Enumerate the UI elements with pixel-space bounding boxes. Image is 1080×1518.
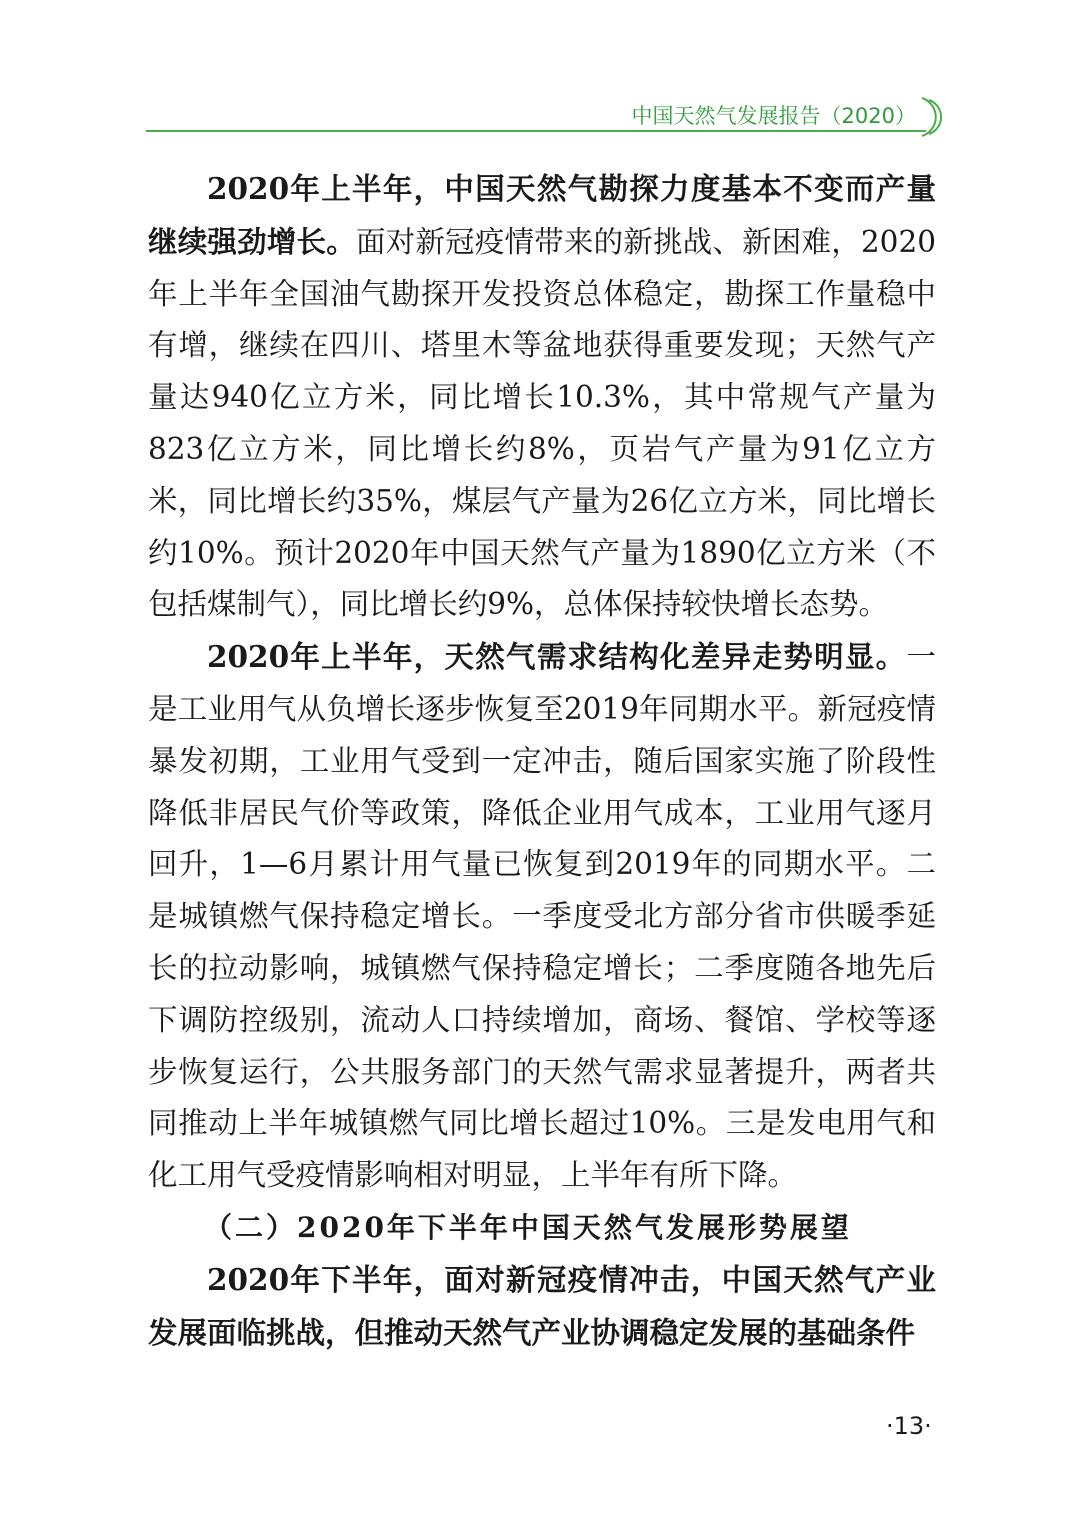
paragraph-lead: 2020年上半年，中国天然气勘探力度基本不变而产量继续强劲增长。 <box>148 171 936 259</box>
paragraph-lead: 2020年下半年，面对新冠疫情冲击，中国天然气产业发展面临挑战，但推动天然气产业协调稳定发展的基础条件 <box>148 1261 936 1350</box>
paragraph-lead: 2020年上半年，天然气需求结构化差异走势明显。 <box>207 639 907 675</box>
paragraph-body: 一是工业用气从负增长逐步恢复至2019年同期水平。新冠疫情暴发初期，工业用气受到一定冲击，随后国家实施了阶段性降低非居民气价等政策，降低企业用气成本，工业用气逐月回升，1—6月累计用气量已恢复到2019年的同期水平。二是城镇燃气保持稳定增长。一季度受北方部分省市供暖季延长的拉动影响，城镇燃气保持稳定增长；二季度随各地先后下调防控级别，流动人口持续增加，商场、餐馆、学校等逐步恢复运行，公共服务部门的天然气需求显著提升，两者共同推动上半年城镇燃气同比增长超过10%。三是发电用气和化工用气受疫情影响相对明显，上半年有所下降。 <box>148 640 936 1193</box>
paragraph-production <box>148 163 936 631</box>
document-body <box>148 163 936 1359</box>
paragraph-outlook <box>148 1254 936 1360</box>
section-heading: （二）2020年下半年中国天然气发展形势展望 <box>204 1210 852 1244</box>
paragraph-body: 面对新冠疫情带来的新挑战、新困难，2020年上半年全国油气勘探开发投资总体稳定，勘探工作量稳中有增，继续在四川、塔里木等盆地获得重要发现；天然气产量达940亿立方米，同比增长10.3%，其中常规气产量为823亿立方米，同比增长约8%，页岩气产量为91亿立方米，同比增长约35%，煤层气产量为26亿立方米，同比增长约10%。预计2020年中国天然气产量为1890亿立方米（不包括煤制气），同比增长约9%，总体保持较快增长态势。 <box>148 224 936 622</box>
header-title: 中国天然气发展报告（2020） <box>631 104 916 128</box>
header-rule <box>146 130 926 132</box>
page-number: ·13· <box>886 1412 932 1440</box>
paragraph-demand <box>148 631 936 1202</box>
running-header <box>146 96 946 138</box>
header-arc-icon <box>920 96 946 138</box>
